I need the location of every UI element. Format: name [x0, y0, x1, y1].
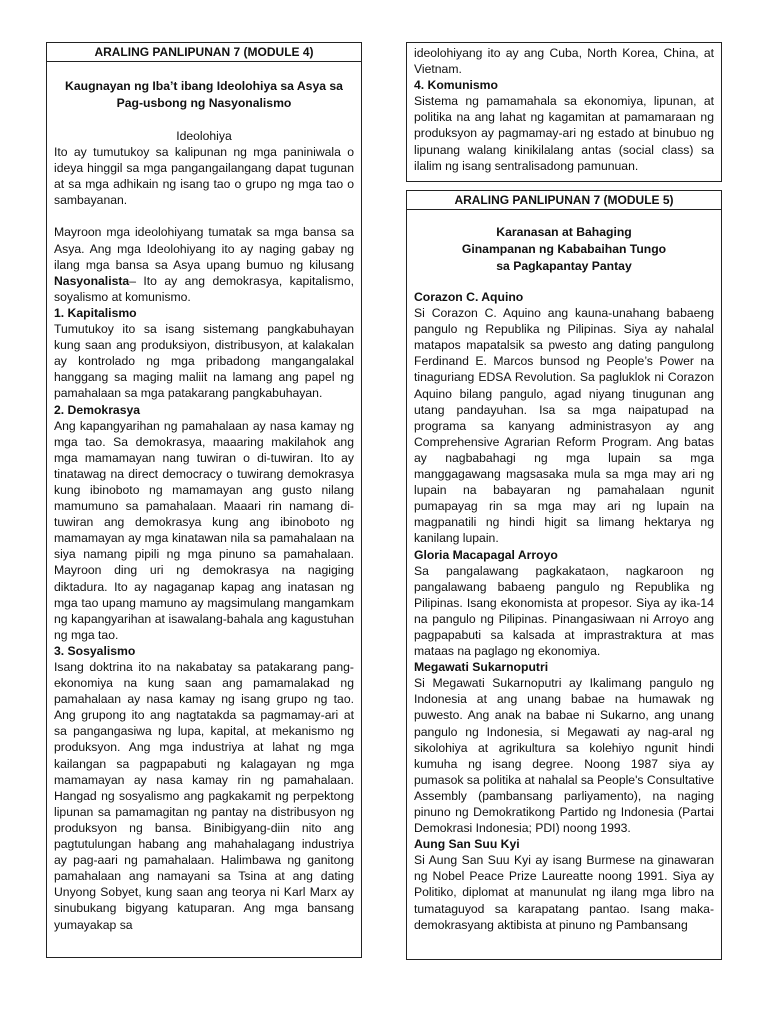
ideolohiya-intro: Mayroon mga ideolohiyang tumatak sa mga bansa sa Asya. Ang mga Ideolohiyang ito ay naging gabay ng ilang mga bansa sa Asya upang bumuo ng kilusang Nasyonalista– Ito ay ang demokrasya, kapitalismo, soyalismo at komunismo. — [54, 225, 354, 304]
demokrasya-text: Ang kapangyarihan ng pamahalaan ay nasa kamay ng mga tao. Sa demokrasya, maaaring makilahok ang mga mamamayan nang tuwiran o di-tuwiran. Ito ay tinatawag na direct democracy o tuwirang demokrasya kung ibinoboto ng mamamayan ang gusto nilang mamumuno sa pamahalaan. Maaari rin namang di-tuwiran ang demokrasya kung ang ibinoboto ng mamamayan ay mga kinatawan nila sa pamahalaan na siya namang pipili ng mga pinuno sa pamahalaan. Mayroon ding uri ng demokrasya na nagiging diktadura. Ito ay nagaganap kapag ang inatasan ng mga tao upang mamuno ay magsimulang mangamkam ng kapangyarihan at isawalang-bahala ang kagustuhan ng mga tao. — [54, 418, 354, 642]
module-5-title: Karanasan at Bahaging Ginampanan ng Kababaihan Tungo sa Pagkapantay Pantay — [461, 225, 667, 273]
sukarnoputri-text: Si Megawati Sukarnoputri ay Ikalimang pangulo ng Indonesia at ang unang babae na humawak ng puwesto. Ang anak na babae ni Sukarno, ang unang pangulo ng Indonesia, si Megawati ay nag-aral ng sikolohiya at agrikultura sa kolehiyo ngunit hindi kumuha ng isang degree. Noong 1987 siya ay pumasok sa politika at nahalal sa People's Consultative Assembly (pambansang parliyamento), na naging pinuno ng Demokratikong Partido ng Indonesia (Partai Demokrasi Indonesia; PDI) noong 1993. — [414, 676, 714, 836]
ideolohiya-definition: Ito ay tumutukoy sa kalipunan ng mga paniniwala o ideya hinggil sa mga pangangailangang dapat tugunan at sa mga adhikain ng isang tao o grupo ng mga tao o sambayanan. — [54, 145, 354, 208]
module-4-header: ARALING PANLIPUNAN 7 (MODULE 4) — [47, 43, 361, 62]
module-4-continued-content — [407, 43, 721, 174]
demokrasya-heading: 2. Demokrasya — [54, 402, 141, 417]
module-4-panel — [46, 42, 362, 958]
kapitalismo-text: Tumutukoy ito sa isang sistemang pangkabuhayan kung saan ang produksiyon, distribusyon, at kalakalan ay kontrolado ng mga pribadong mangangalakal hanggang sa maging maliit na lamang ang papel ng pamahalaan sa mga patakarang pangkabuhayan. — [54, 322, 354, 401]
arroyo-heading: Gloria Macapagal Arroyo — [414, 547, 558, 562]
module-4-content — [47, 62, 361, 933]
module-5-content — [407, 210, 721, 933]
komunismo-text: Sistema ng pamamahala sa ekonomiya, lipunan, at politika na ang lahat ng kagamitan at pamamaraan ng produksyon ay pagmamay-ari ng estado at binubuo ng lipunang walang kinikilalang antas (social class) sa ilalim ng isang sentralisadong pamunuan. — [414, 94, 714, 173]
sosyalismo-heading: 3. Sosyalismo — [54, 643, 136, 658]
module-4-title: Kaugnayan ng Iba’t ibang Ideolohiya sa Asya sa Pag-usbong ng Nasyonalismo — [65, 79, 343, 110]
sosyalismo-text: Isang doktrina ito na nakabatay sa patakarang pang-ekonomiya na kung saan ang pamamalakad ng pamahalaan ay nasa kamay ng isang grupo ng tao. Ang grupong ito ang nagtatakda sa pagmamay-ari at sa pangangasiwa ng lupa, kapital, at mekanismo ng produksyon. Ang mga industriya at lahat ng mga kailangan sa pagpapabuti ng kalagayan ng mga mamamayan ay nasa kamay rin ng pamahalaan. Hangad ng sosyalismo ang pagkakamit ng perpektong lipunan sa pamamagitan ng pantay na distribusyon ng produksyon ng bansa. Binibigyang-diin nito ang pagtutulungan habang ang mahahalagang industriya ay pag-aari ng pamahalaan. Halimbawa ng ganitong pamahalaan ang namayani sa Tsina at ang dating Unyong Sobyet, kung saan ang teorya ni Karl Marx ay sinubukang bigyang katuparan. Ang mga bansang yumayakap sa — [54, 660, 354, 932]
ideolohiya-heading: Ideolohiya — [176, 129, 232, 143]
module-4-continued-panel — [406, 42, 722, 182]
suu-kyi-text: Si Aung San Suu Kyi ay isang Burmese na ginawaran ng Nobel Peace Prize Laureatte noong 1991. Siya ay Politiko, diplomat at manunulat ng ilang mga libro na tumataguyod sa karapatang pantao. Isang maka-demokrasyang aktibista at pinuno ng Pambansang — [414, 853, 714, 932]
kapitalismo-heading: 1. Kapitalismo — [54, 305, 137, 320]
komunismo-heading: 4. Komunismo — [414, 78, 498, 93]
suu-kyi-heading: Aung San Suu Kyi — [414, 837, 520, 852]
module-5-header: ARALING PANLIPUNAN 7 (MODULE 5) — [407, 191, 721, 210]
module-5-panel — [406, 190, 722, 960]
sosyalismo-examples: ideolohiyang ito ay ang Cuba, North Korea, China, at Vietnam. — [414, 46, 714, 77]
aquino-text: Si Corazon C. Aquino ang kauna-unahang babaeng pangulo ng Republika ng Pilipinas. Siya ay nahalal matapos mapatalsik sa pwesto ang dating pangulong Ferdinand E. Marcos bunsod ng People’s Power na tinaguriang EDSA Revolution. Sa pagluklok ni Corazon Aquino bilang pangulo, agad niyang tinugunan ang utang pandayuhan. Isa sa mga naipatupad na programa sa kanyang administrasyon ay ang Comprehensive Agrarian Reform Program. Ang batas ay nagbabahagi ng mga lupain sa mga manggagawang magsasaka mula sa mga may ari ng lupain na babayaran ng pamahalaan ngunit pumapayag rin sa mga may ari ng lupain na magpanatili ng hindi higit sa limang hektarya ng kanilang lupain. — [414, 306, 714, 546]
sukarnoputri-heading: Megawati Sukarnoputri — [414, 660, 549, 675]
aquino-heading: Corazon C. Aquino — [414, 290, 524, 304]
arroyo-text: Sa pangalawang pagkakataon, nagkaroon ng pangalawang babaeng pangulo ng Republika ng Pilipinas. Isang ekonomista at propesor. Siya ay ika-14 na pangulo ng Pilipinas. Pinangasiwaan ni Arroyo ang pagpapabuti sa kalsada at imprastraktura at mas mataas na paglago ng ekonomiya. — [414, 563, 714, 659]
